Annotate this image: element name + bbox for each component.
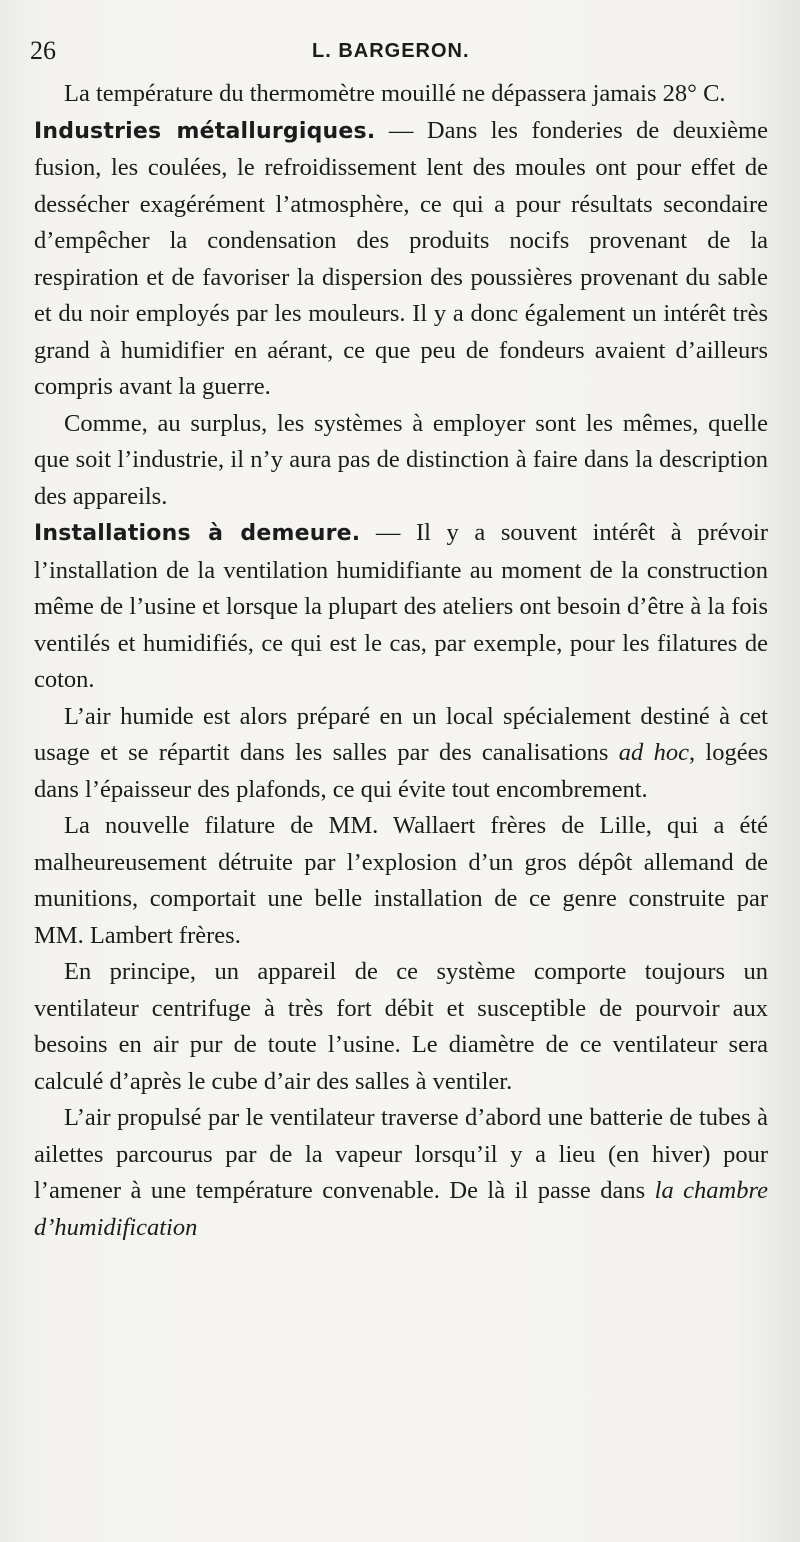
- paragraph-text: La température du thermomètre mouillé ne dépassera jamais 28° C.: [64, 80, 726, 107]
- section-heading-permanent-installations: Installations à demeure.: [34, 521, 361, 546]
- running-head: L. BARGERON.: [312, 40, 470, 62]
- section-heading-metallurgical-industries: Industries métallurgiques.: [34, 118, 376, 144]
- paragraph-wallaert-mill: [34, 808, 768, 954]
- paragraph-permanent-installations: [34, 515, 768, 699]
- paragraph-text: , logées dans l’épaisseur des plafonds, ce qui évite tout encombrement.: [34, 739, 768, 803]
- paragraph-italic-term: ad hoc: [618, 739, 689, 766]
- paragraph-text: L’air humide est alors préparé en un local spécialement destiné à cet usage et se répartit dans les salles par des canalisations: [34, 702, 768, 766]
- paragraph-same-systems: [34, 406, 768, 516]
- page-number: 26: [30, 36, 56, 65]
- paragraph-propelled-air: [34, 1100, 768, 1246]
- body-text: [34, 76, 768, 1246]
- paragraph-text: — Dans les fonderies de deuxième fusion, les coulées, le refroidissement lent des moules ont pour effet de dessécher exagérément l’atmosphère, ce qui a pour résultats secondaire d’empêcher la condensation des produits nocifs provenant de la respiration et de favoriser la dispersion des poussières provenant du sable et du noir employés par les mouleurs. Il y a donc également un intérêt très grand à humidifier en aérant, ce que peu de fondeurs avaient d’ailleurs compris avant la guerre.: [34, 116, 768, 400]
- paragraph-text: — Il y a souvent intérêt à prévoir l’installation de la ventilation humidifiante au moment de la construction même de l’usine et lorsque la plupart des ateliers ont besoin d’être à la fois ventilés et humidifiés, ce qui est le cas, par exemple, pour les filatures de coton.: [34, 519, 768, 693]
- paragraph-continuation: [34, 76, 768, 113]
- paragraph-italic-term: la chambre d’humidification: [34, 1177, 768, 1241]
- page-header: [30, 30, 770, 74]
- paragraph-principle: [34, 954, 768, 1100]
- paragraph-text: La nouvelle filature de MM. Wallaert frères de Lille, qui a été malheureusement détruite par l’explosion d’un gros dépôt allemand de munitions, comportait une belle installation de ce genre construite par MM. Lambert frères.: [34, 812, 768, 949]
- paragraph-text: Comme, au surplus, les systèmes à employer sont les mêmes, quelle que soit l’industrie, il n’y aura pas de distinction à faire dans la description des appareils.: [34, 409, 768, 510]
- paragraph-text: L’air propulsé par le ventilateur traverse d’abord une batterie de tubes à ailettes parcourus par de la vapeur lorsqu’il y a lieu (en hiver) pour l’amener à une température convenable. De là il passe dans: [34, 1104, 768, 1204]
- paragraph-text: En principe, un appareil de ce système comporte toujours un ventilateur centrifuge à très fort débit et susceptible de pourvoir aux besoins en air pur de toute l’usine. Le diamètre de ce ventilateur sera calculé d’après le cube d’air des salles à ventiler.: [34, 958, 768, 1095]
- paragraph-humid-air: [34, 699, 768, 809]
- paragraph-metallurgical-industries: [34, 113, 768, 406]
